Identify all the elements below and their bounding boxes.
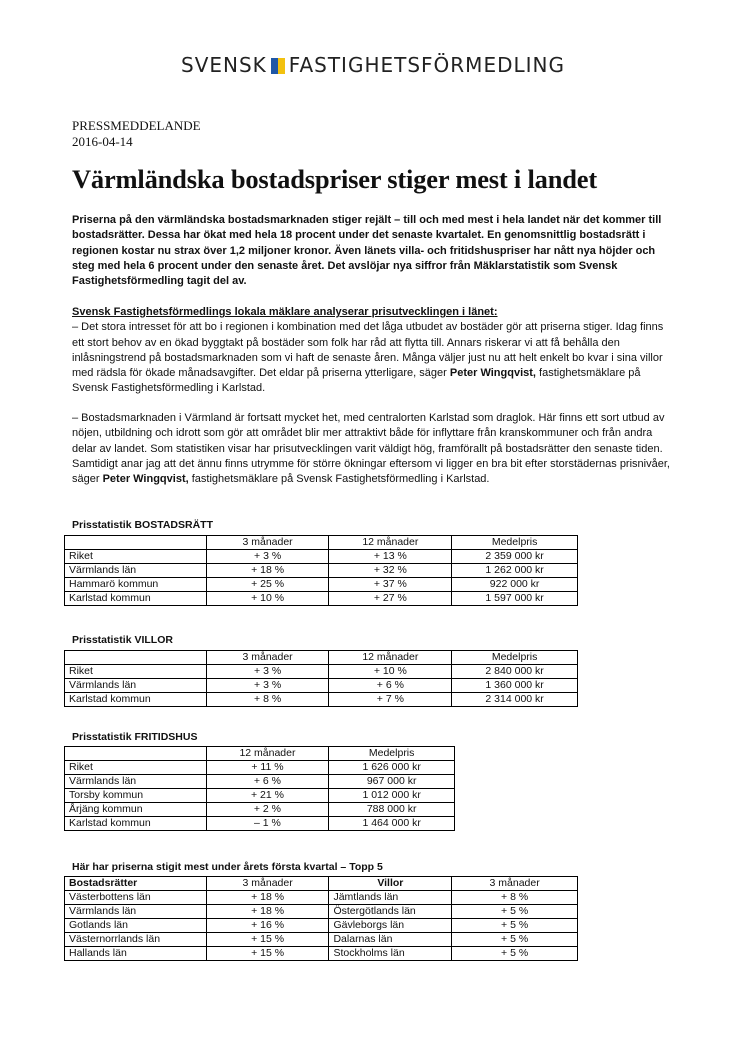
table-cell: + 18 % [206,905,329,919]
table-row [65,933,578,947]
table-row [65,919,578,933]
table-caption-bostadsratt: Prisstatistik BOSTADSRÄTT [72,519,213,531]
page-title: Värmländska bostadspriser stiger mest i landet [72,164,597,194]
paragraph-2 [72,411,672,487]
table-row [65,775,455,789]
table-row [65,803,455,817]
press-date: 2016-04-14 [72,134,133,149]
table-cell: 2 359 000 kr [452,550,578,564]
table-cell: Hallands län [65,947,207,961]
table-cell: + 5 % [452,947,578,961]
table-cell: Gävleborgs län [329,919,452,933]
table-header-cell [65,536,207,550]
company-logo [0,53,746,77]
table-cell: 2 840 000 kr [452,665,578,679]
table-cell: Riket [65,665,207,679]
table-row [65,947,578,961]
paragraph-2-tail: fastighetsmäklare på Svensk Fastighetsförmedling i Karlstad. [188,473,490,486]
table-cell: 1 464 000 kr [329,817,455,831]
table-cell: + 21 % [206,789,329,803]
table-header-cell: 12 månader [329,651,452,665]
logo-text-left: SVENSK [181,53,267,77]
table-cell: + 3 % [206,665,329,679]
paragraph-1 [72,305,672,397]
table-row [65,905,578,919]
table-cell: + 2 % [206,803,329,817]
table-header-cell: 12 månader [206,747,329,761]
table-header-row [65,747,455,761]
table-cell: Värmlands län [65,679,207,693]
swedish-flag-icon [271,58,285,74]
table-header-cell: 3 månader [206,877,329,891]
table-cell: + 15 % [206,947,329,961]
table-cell: Karlstad kommun [65,592,207,606]
table-cell: 1 360 000 kr [452,679,578,693]
lead-paragraph: Priserna på den värmländska bostadsmarknaden stiger rejält – till och med mest i hela landet när det kommer till bostadsrätter. Dessa har ökat med hela 18 procent under det senaste kvartalet. En genomsnittlig bostadsrätt i regionen kostar nu strax över 1,2 miljoner kronor. Även länets villa- och fritidshuspriser har nått nya höjder och steg med hela 6 procent under den senaste året. Det avslöjar nya siffror från Mäklarstatistik som Svensk Fastighetsförmedling tagit del av. [72,214,662,288]
table-header-cell: Medelpris [452,536,578,550]
table-cell: + 25 % [206,578,329,592]
table-bostadsratt [64,535,578,606]
quote-author: Peter Wingqvist, [102,473,189,486]
paragraph-1-text: – Det stora intresset för att bo i regionen i kombination med det låga utbudet av bostäder gör att priserna stiger. Idag finns ett stort behov av en ökad byggtakt på bostäder som folk har råd att flytta till. Annars riskerar vi att få behålla den inlåsningstrend på bostadsmarknaden som vi haft de senaste åren. Många väljer just nu att helt enkelt bo kvar i sina villor med rädsla för ökade månadsavgifter. Det eldar på priserna ytterligare, säger [72,321,664,380]
table-cell: Riket [65,761,207,775]
logo-text-right: FASTIGHETSFÖRMEDLING [288,53,565,77]
table-header-row [65,536,578,550]
table-cell: 1 012 000 kr [329,789,455,803]
table-cell: 967 000 kr [329,775,455,789]
table-cell: + 27 % [329,592,452,606]
table-cell: + 8 % [452,891,578,905]
table-cell: Gotlands län [65,919,207,933]
table-cell: + 8 % [206,693,329,707]
table-row [65,679,578,693]
table-cell: Stockholms län [329,947,452,961]
table-cell: + 3 % [206,679,329,693]
table-cell: 1 262 000 kr [452,564,578,578]
table-cell: Torsby kommun [65,789,207,803]
table-cell: – 1 % [206,817,329,831]
table-header-row [65,651,578,665]
quote-author: Peter Wingqvist, [449,367,536,380]
table-header-cell: 3 månader [206,536,329,550]
table-header-cell: 3 månader [452,877,578,891]
table-cell: Värmlands län [65,775,207,789]
table-cell: Riket [65,550,207,564]
table-cell: Värmlands län [65,564,207,578]
table-row [65,550,578,564]
table-cell: + 7 % [329,693,452,707]
table-cell: + 6 % [206,775,329,789]
table-cell: Jämtlands län [329,891,452,905]
section-heading: Svensk Fastighetsförmedlings lokala mäklare analyserar prisutvecklingen i länet: [72,306,498,318]
table-header-cell [65,651,207,665]
table-cell: Hammarö kommun [65,578,207,592]
table-header-cell: 3 månader [206,651,329,665]
table-cell: + 5 % [452,919,578,933]
table-topp5 [64,876,578,961]
table-cell: 1 597 000 kr [452,592,578,606]
table-cell: + 11 % [206,761,329,775]
table-cell: + 32 % [329,564,452,578]
table-cell: + 6 % [329,679,452,693]
paragraph-1-tail: fastighetsmäklare på Svensk Fastighetsförmedling i Karlstad. [72,367,641,395]
table-cell: + 13 % [329,550,452,564]
table-row [65,789,455,803]
table-row [65,564,578,578]
table-cell: + 15 % [206,933,329,947]
table-cell: Karlstad kommun [65,817,207,831]
table-villor [64,650,578,707]
table-cell: + 16 % [206,919,329,933]
paragraph-2-text: – Bostadsmarknaden i Värmland är fortsatt mycket het, med centralorten Karlstad som draglok. Här finns ett sort utbud av nöjen, utbildning och idrott som gör att området blir mer attraktivt både för inflyttare från kranskommuner och från andra delar av landet. Som statistiken visar har prisutvecklingen varit väldigt hög, framförallt på bostadsrätter den senaste tiden. Samtidigt anar jag att det ännu finns utrymme för större ökningar eftersom vi ligger en bra bit efter storstädernas prisnivåer, säger [72,412,670,486]
table-cell: Västerbottens län [65,891,207,905]
table-cell: + 5 % [452,933,578,947]
table-header-cell [65,747,207,761]
press-meta [72,118,201,150]
table-cell: Karlstad kommun [65,693,207,707]
table-cell: + 3 % [206,550,329,564]
table-header-cell: Bostadsrätter [65,877,207,891]
table-cell: Västernorrlands län [65,933,207,947]
table-row [65,592,578,606]
table-cell: + 37 % [329,578,452,592]
table-cell: + 18 % [206,564,329,578]
document-type: PRESSMEDDELANDE [72,118,201,133]
table-cell: + 5 % [452,905,578,919]
table-fritidshus [64,746,455,831]
table-cell: 1 626 000 kr [329,761,455,775]
table-header-cell: 12 månader [329,536,452,550]
table-row [65,817,455,831]
table-cell: 922 000 kr [452,578,578,592]
table-cell: 2 314 000 kr [452,693,578,707]
table-cell: Värmlands län [65,905,207,919]
table-header-cell: Medelpris [452,651,578,665]
table-cell: + 10 % [329,665,452,679]
table-caption-villor: Prisstatistik VILLOR [72,634,173,646]
table-row [65,578,578,592]
table-header-cell: Medelpris [329,747,455,761]
table-caption-topp5: Här har priserna stigit mest under årets första kvartal – Topp 5 [72,861,383,873]
table-cell: + 18 % [206,891,329,905]
table-cell: + 10 % [206,592,329,606]
table-row [65,665,578,679]
table-cell: 788 000 kr [329,803,455,817]
table-cell: Östergötlands län [329,905,452,919]
table-row [65,693,578,707]
table-header-row [65,877,578,891]
table-cell: Dalarnas län [329,933,452,947]
table-row [65,761,455,775]
table-header-cell: Villor [329,877,452,891]
table-row [65,891,578,905]
table-caption-fritidshus: Prisstatistik FRITIDSHUS [72,731,198,743]
table-cell: Årjäng kommun [65,803,207,817]
